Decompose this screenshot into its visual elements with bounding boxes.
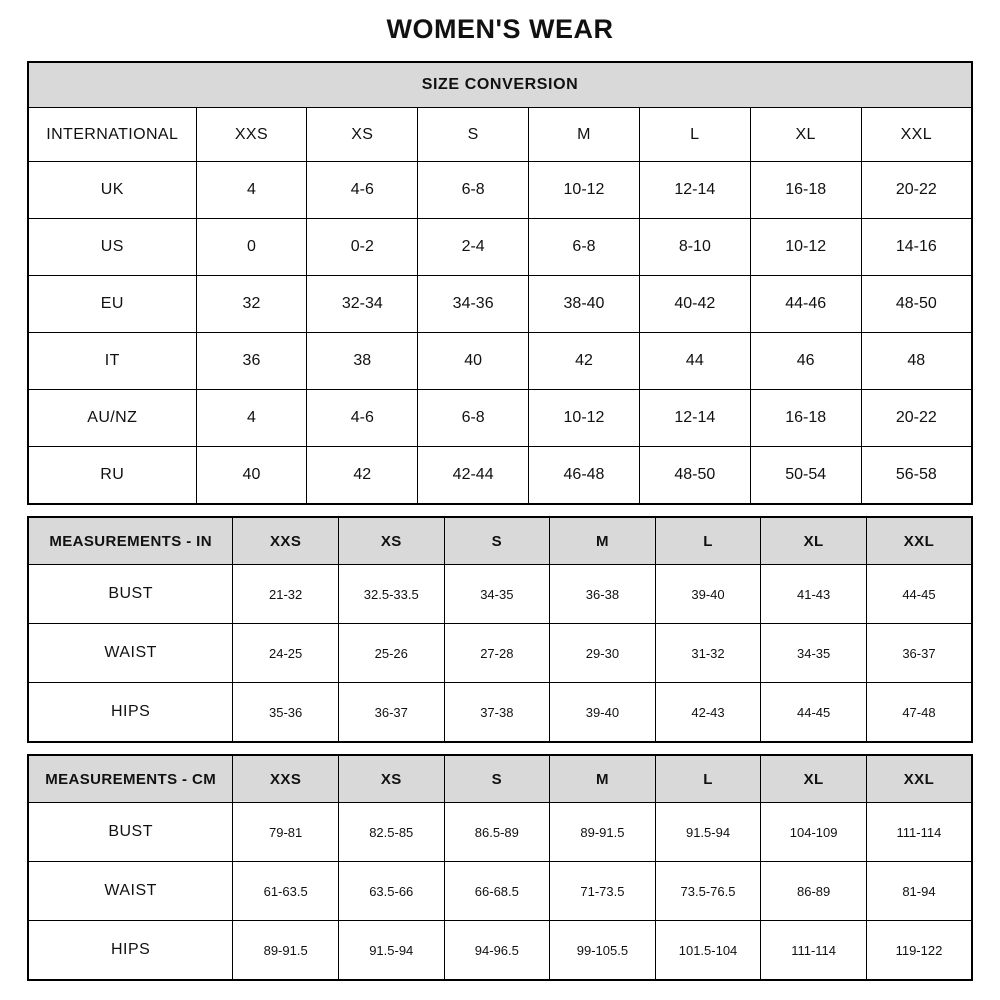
size-conversion-value-cell: 42 <box>307 447 418 505</box>
size-conversion-value-cell: 14-16 <box>861 219 972 276</box>
size-conversion-value-cell: 38 <box>307 333 418 390</box>
size-conversion-value-cell: 40 <box>418 333 529 390</box>
measurements-cm-column-header: XS <box>338 755 444 803</box>
size-conversion-value-cell: 10-12 <box>750 219 861 276</box>
measurements-in-value-cell: 29-30 <box>550 624 656 683</box>
measurements-cm-table <box>27 754 973 981</box>
measurements-in-value-cell: 36-37 <box>866 624 972 683</box>
size-conversion-value-cell: 46-48 <box>529 447 640 505</box>
size-conversion-value-cell: 16-18 <box>750 162 861 219</box>
size-conversion-value-cell: 0-2 <box>307 219 418 276</box>
size-conversion-value-cell: 20-22 <box>861 162 972 219</box>
size-conversion-value-cell: 0 <box>196 219 307 276</box>
measurements-cm-value-cell: 86.5-89 <box>444 803 550 862</box>
measurements-cm-value-cell: 79-81 <box>233 803 339 862</box>
measurements-in-column-header: XL <box>761 517 867 565</box>
measurements-in-value-cell: 42-43 <box>655 683 761 743</box>
size-conversion-row-label: EU <box>28 276 196 333</box>
size-conversion-value-cell: 36 <box>196 333 307 390</box>
measurements-cm-row <box>28 921 972 981</box>
size-conversion-row <box>28 219 972 276</box>
measurements-in-value-cell: 36-37 <box>338 683 444 743</box>
size-conversion-value-cell: 4-6 <box>307 390 418 447</box>
size-conversion-value-cell: 48-50 <box>861 276 972 333</box>
measurements-cm-value-cell: 104-109 <box>761 803 867 862</box>
measurements-cm-value-cell: 89-91.5 <box>233 921 339 981</box>
measurements-in-value-cell: 31-32 <box>655 624 761 683</box>
size-conversion-value-cell: 44 <box>639 333 750 390</box>
measurements-in-value-cell: 44-45 <box>866 565 972 624</box>
size-conversion-value-cell: 6-8 <box>418 390 529 447</box>
measurements-in-column-header: S <box>444 517 550 565</box>
measurements-in-value-cell: 32.5-33.5 <box>338 565 444 624</box>
size-conversion-value-cell: 4-6 <box>307 162 418 219</box>
size-conversion-value-cell: 20-22 <box>861 390 972 447</box>
measurements-cm-value-cell: 111-114 <box>866 803 972 862</box>
page-title: WOMEN'S WEAR <box>386 14 614 44</box>
measurements-cm-value-cell: 94-96.5 <box>444 921 550 981</box>
size-conversion-value-cell: 50-54 <box>750 447 861 505</box>
measurements-in-value-cell: 24-25 <box>233 624 339 683</box>
measurements-cm-value-cell: 66-68.5 <box>444 862 550 921</box>
measurements-in-row-label: HIPS <box>28 683 233 743</box>
size-conversion-value-cell: 4 <box>196 390 307 447</box>
measurements-cm-value-cell: 63.5-66 <box>338 862 444 921</box>
size-conversion-table <box>27 61 973 505</box>
size-conversion-value-cell: 56-58 <box>861 447 972 505</box>
measurements-in-value-cell: 39-40 <box>550 683 656 743</box>
size-conversion-row-label: US <box>28 219 196 276</box>
size-conversion-value-cell: 42-44 <box>418 447 529 505</box>
measurements-cm-body <box>28 755 972 980</box>
measurements-in-table <box>27 516 973 743</box>
measurements-cm-value-cell: 91.5-94 <box>655 803 761 862</box>
size-conversion-value-cell: 44-46 <box>750 276 861 333</box>
measurements-cm-value-cell: 99-105.5 <box>550 921 656 981</box>
measurements-in-value-cell: 35-36 <box>233 683 339 743</box>
measurements-cm-column-header: XXS <box>233 755 339 803</box>
measurements-in-column-header: M <box>550 517 656 565</box>
measurements-cm-value-cell: 91.5-94 <box>338 921 444 981</box>
measurements-cm-value-cell: 81-94 <box>866 862 972 921</box>
size-conversion-column-header: S <box>418 108 529 162</box>
measurements-cm-value-cell: 71-73.5 <box>550 862 656 921</box>
measurements-cm-column-header: S <box>444 755 550 803</box>
size-conversion-column-header: XS <box>307 108 418 162</box>
measurements-in-value-cell: 36-38 <box>550 565 656 624</box>
measurements-cm-row <box>28 803 972 862</box>
measurements-cm-column-header: XL <box>761 755 867 803</box>
measurements-cm-column-header: XXL <box>866 755 972 803</box>
size-conversion-row <box>28 390 972 447</box>
size-conversion-value-cell: 16-18 <box>750 390 861 447</box>
size-conversion-value-cell: 8-10 <box>639 219 750 276</box>
size-conversion-row <box>28 447 972 505</box>
measurements-in-value-cell: 41-43 <box>761 565 867 624</box>
measurements-cm-value-cell: 111-114 <box>761 921 867 981</box>
measurements-cm-column-header: M <box>550 755 656 803</box>
size-conversion-column-header: M <box>529 108 640 162</box>
measurements-in-column-header: XS <box>338 517 444 565</box>
measurements-in-column-header: L <box>655 517 761 565</box>
size-conversion-column-header: XL <box>750 108 861 162</box>
size-conversion-row <box>28 162 972 219</box>
size-conversion-body <box>28 62 972 504</box>
measurements-cm-value-cell: 86-89 <box>761 862 867 921</box>
measurements-cm-value-cell: 101.5-104 <box>655 921 761 981</box>
measurements-cm-row-label: BUST <box>28 803 233 862</box>
measurements-in-row-label: BUST <box>28 565 233 624</box>
measurements-in-value-cell: 25-26 <box>338 624 444 683</box>
size-conversion-value-cell: 6-8 <box>418 162 529 219</box>
measurements-in-row <box>28 624 972 683</box>
measurements-cm-column-header: MEASUREMENTS - CM <box>28 755 233 803</box>
size-conversion-row-label: UK <box>28 162 196 219</box>
size-conversion-value-cell: 40-42 <box>639 276 750 333</box>
size-conversion-value-cell: 42 <box>529 333 640 390</box>
size-conversion-column-header: INTERNATIONAL <box>28 108 196 162</box>
size-conversion-value-cell: 32-34 <box>307 276 418 333</box>
size-conversion-column-header: XXS <box>196 108 307 162</box>
size-conversion-value-cell: 4 <box>196 162 307 219</box>
size-conversion-value-cell: 34-36 <box>418 276 529 333</box>
measurements-in-value-cell: 37-38 <box>444 683 550 743</box>
measurements-cm-value-cell: 82.5-85 <box>338 803 444 862</box>
measurements-in-body <box>28 517 972 742</box>
size-conversion-row-label: AU/NZ <box>28 390 196 447</box>
measurements-cm-value-cell: 119-122 <box>866 921 972 981</box>
measurements-cm-row <box>28 862 972 921</box>
size-conversion-value-cell: 32 <box>196 276 307 333</box>
measurements-in-value-cell: 21-32 <box>233 565 339 624</box>
size-conversion-value-cell: 6-8 <box>529 219 640 276</box>
measurements-in-column-header: XXS <box>233 517 339 565</box>
size-conversion-row <box>28 276 972 333</box>
measurements-in-row <box>28 565 972 624</box>
size-conversion-value-cell: 38-40 <box>529 276 640 333</box>
measurements-in-row <box>28 683 972 743</box>
measurements-cm-row-label: WAIST <box>28 862 233 921</box>
size-conversion-value-cell: 48 <box>861 333 972 390</box>
measurements-cm-value-cell: 73.5-76.5 <box>655 862 761 921</box>
measurements-in-value-cell: 27-28 <box>444 624 550 683</box>
measurements-in-row-label: WAIST <box>28 624 233 683</box>
size-conversion-column-header: XXL <box>861 108 972 162</box>
measurements-in-value-cell: 47-48 <box>866 683 972 743</box>
size-conversion-value-cell: 2-4 <box>418 219 529 276</box>
size-conversion-value-cell: 10-12 <box>529 162 640 219</box>
measurements-in-value-cell: 34-35 <box>761 624 867 683</box>
size-conversion-value-cell: 48-50 <box>639 447 750 505</box>
size-conversion-column-header: L <box>639 108 750 162</box>
measurements-cm-column-header: L <box>655 755 761 803</box>
size-conversion-row-label: RU <box>28 447 196 505</box>
size-conversion-value-cell: 12-14 <box>639 162 750 219</box>
measurements-in-value-cell: 39-40 <box>655 565 761 624</box>
measurements-in-column-header: XXL <box>866 517 972 565</box>
measurements-in-value-cell: 44-45 <box>761 683 867 743</box>
measurements-cm-value-cell: 89-91.5 <box>550 803 656 862</box>
size-conversion-value-cell: 10-12 <box>529 390 640 447</box>
measurements-in-value-cell: 34-35 <box>444 565 550 624</box>
size-conversion-row <box>28 333 972 390</box>
measurements-cm-row-label: HIPS <box>28 921 233 981</box>
size-conversion-value-cell: 40 <box>196 447 307 505</box>
size-conversion-title: SIZE CONVERSION <box>28 62 972 108</box>
size-conversion-row-label: IT <box>28 333 196 390</box>
measurements-cm-value-cell: 61-63.5 <box>233 862 339 921</box>
size-conversion-value-cell: 46 <box>750 333 861 390</box>
measurements-in-column-header: MEASUREMENTS - IN <box>28 517 233 565</box>
size-conversion-value-cell: 12-14 <box>639 390 750 447</box>
